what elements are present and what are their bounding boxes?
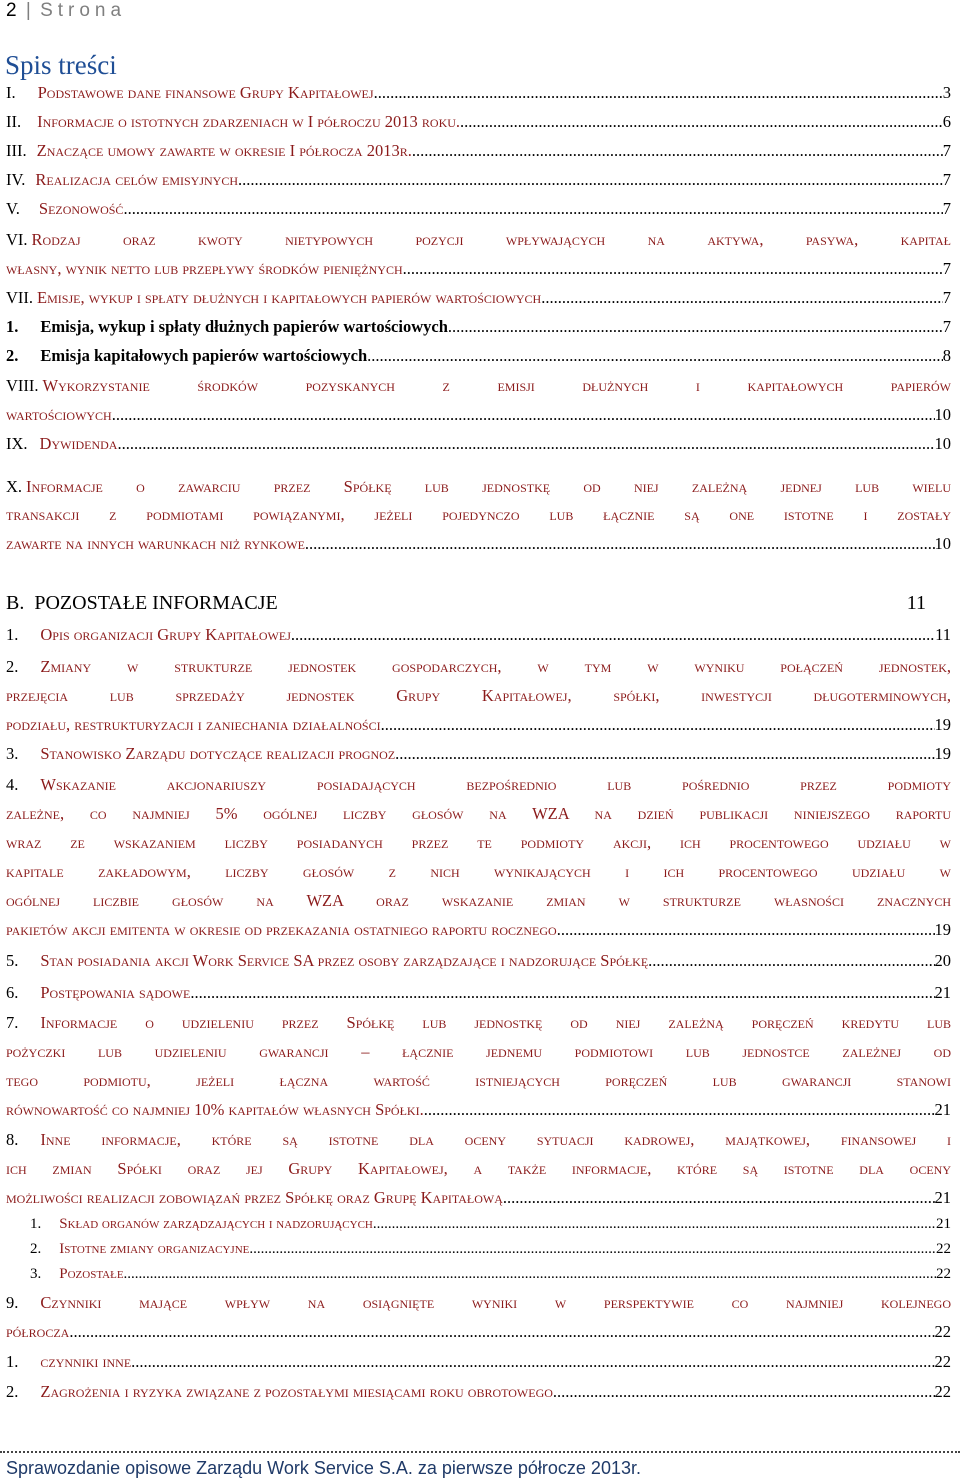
toc-title: Spis treści: [5, 50, 117, 80]
entry-title-line1: Zmiany w strukturze jednostek gospodarczych, w tym w wyniku połączeń jednostek,: [40, 657, 951, 676]
entry-title: Emisja, wykup i spłaty dłużnych papierów wartościowych: [40, 317, 448, 336]
entry-title-line2: własny, wynik netto lub przepływy środków pieniężnych: [6, 259, 403, 278]
entry-page: 10: [934, 405, 951, 424]
entry-title: Sezonowość: [38, 199, 124, 218]
page-footer: Sprawozdanie opisowe Zarządu Work Service S.A. za pierwsze półrocze 2013r.: [6, 1458, 641, 1478]
entry-title: Znaczące umowy zawarte w okresie I półrocza 2013r.: [36, 141, 412, 160]
toc-entry-iii[interactable]: [6, 136, 951, 165]
toc-entry-b7[interactable]: [6, 1008, 951, 1124]
section-b-title: POZOSTAŁE INFORMACJE: [34, 592, 278, 614]
entry-num: 1.: [6, 317, 19, 336]
entry-title-line1: Wykorzystanie środków pozyskanych z emisji dłużnych i kapitałowych papierów: [42, 376, 951, 395]
toc-entry-x[interactable]: [6, 472, 951, 558]
entry-num: VIII.: [6, 376, 39, 395]
entry-num: 2.: [6, 657, 19, 676]
entry-title-line2: transakcji z podmiotami powiązanymi, jeżeli pojedynczo lub łącznie są one istotne i zostały: [6, 505, 951, 524]
entry-title-line2: przejęcia lub sprzedaży jednostek Grupy Kapitałowej, spółki, inwestycji długoterminowych,: [6, 686, 951, 705]
toc-entry-ix[interactable]: [6, 429, 951, 458]
toc-entry-b3[interactable]: [6, 739, 951, 768]
page-number: 2: [6, 0, 17, 21]
entry-title-line2: półrocza: [6, 1322, 70, 1341]
entry-page: 21: [934, 1100, 951, 1119]
entry-num: III.: [6, 141, 27, 160]
header-word: Strona: [40, 0, 127, 21]
entry-title-line1: Wskazanie akcjonariuszy posiadających bezpośrednio lub pośrednio przez podmioty: [40, 775, 951, 794]
entry-title-line1: Rodzaj oraz kwoty nietypowych pozycji wpływających na aktywa, pasywa, kapitał: [31, 230, 951, 249]
page-header: [6, 0, 126, 22]
entry-title: Podstawowe dane finansowe Grupy Kapitałowej: [37, 83, 374, 102]
toc-entry-2[interactable]: [6, 341, 951, 370]
toc-entry-b2[interactable]: [6, 652, 951, 739]
entry-page: 10: [934, 434, 951, 453]
entry-page: 10: [934, 534, 951, 553]
entry-num: X.: [6, 477, 23, 496]
entry-title: Realizacja celów emisyjnych: [35, 170, 238, 189]
entry-num: VI.: [6, 230, 28, 249]
toc-entry-b1[interactable]: [6, 620, 951, 649]
entry-page: 7: [942, 199, 951, 218]
entry-page: 22: [936, 1241, 951, 1257]
toc-entry-vii[interactable]: [6, 283, 951, 312]
entry-title-line1: Inne informacje, które są istotne dla oceny sytuacji kadrowej, majątkowej, finansowej i: [40, 1130, 951, 1149]
toc-entry-b6[interactable]: [6, 978, 951, 1007]
entry-page: 6: [942, 112, 951, 131]
toc-entry-1[interactable]: [6, 312, 951, 341]
entry-title-line2: pożyczki lub udzieleniu gwarancji – łącznie jednemu podmiotowi lub jednostce zależnej od: [6, 1042, 951, 1061]
toc-subentry-3[interactable]: [30, 1260, 951, 1289]
entry-num: 2.: [6, 346, 19, 365]
section-b-page: 11: [906, 592, 926, 614]
entry-num: 6.: [6, 983, 19, 1002]
entry-title-line4: równowartość co najmniej 10% kapitałów własnych Spółki.: [6, 1100, 424, 1119]
toc-entry-b5[interactable]: [6, 946, 951, 975]
entry-title-line6: pakietów akcji emitenta w okresie od przekazania ostatniego raportu rocznego: [6, 920, 557, 939]
entry-page: 3: [942, 83, 951, 102]
entry-num: 5.: [6, 951, 19, 970]
entry-num: 1.: [30, 1216, 42, 1232]
entry-num: V.: [6, 199, 20, 218]
entry-page: 22: [934, 1382, 951, 1401]
entry-title: Stan posiadania akcji Work Service SA przez osoby zarządzające i nadzorujące Spółkę: [40, 951, 649, 970]
entry-num: VII.: [6, 288, 34, 307]
entry-page: 20: [934, 951, 951, 970]
section-b-label: B.: [6, 592, 25, 614]
entry-num: IV.: [6, 170, 26, 189]
entry-num: 3.: [6, 744, 19, 763]
entry-page: 21: [934, 1188, 951, 1207]
entry-page: 21: [934, 983, 951, 1002]
entry-title-line2: zależne, co najmniej 5% ogólnej liczby głosów na WZA na dzień publikacji niniejszego raportu: [6, 804, 951, 823]
toc-entry-i[interactable]: [6, 78, 951, 107]
entry-num: II.: [6, 112, 22, 131]
entry-num: 2.: [6, 1382, 19, 1401]
entry-num: 1.: [6, 625, 19, 644]
entry-title-line1: Czynniki mające wpływ na osiągnięte wyniki w perspektywie co najmniej kolejnego: [40, 1293, 951, 1312]
entry-title-line5: ogólnej liczbie głosów na WZA oraz wskazanie zmian w strukturze własności znacznych: [6, 891, 951, 910]
entry-num: 7.: [6, 1013, 19, 1032]
entry-num: IX.: [6, 434, 28, 453]
toc-entry-c1[interactable]: [6, 1347, 951, 1376]
entry-page: 7: [942, 170, 951, 189]
entry-title: Opis organizacji Grupy Kapitałowej: [40, 625, 291, 644]
entry-num: 9.: [6, 1293, 19, 1312]
entry-title: Istotne zmiany organizacyjne: [59, 1241, 250, 1257]
entry-num: I.: [6, 83, 16, 102]
entry-page: 19: [934, 744, 951, 763]
entry-page: 19: [934, 715, 951, 734]
toc-entry-iv[interactable]: [6, 165, 951, 194]
entry-title: czynniki inne: [40, 1352, 132, 1371]
entry-page: 22: [934, 1352, 951, 1371]
entry-title-line1: Informacje o udzieleniu przez Spółkę lub jednostkę od niej zależną poręczeń kredytu lub: [40, 1013, 951, 1032]
entry-page: 22: [934, 1322, 951, 1341]
toc-entry-viii[interactable]: [6, 371, 951, 429]
entry-title: Zagrożenia i ryzyka związane z pozostałymi miesiącami roku obrotowego: [40, 1382, 553, 1401]
entry-num: 3.: [30, 1266, 42, 1282]
entry-title-line4: kapitale zakładowym, liczby głosów z nich wynikających i ich procentowego udziału w: [6, 862, 951, 881]
entry-title-line2: ich zmian Spółki oraz jej Grupy Kapitałowej, a także informacje, które są istotne dla oceny: [6, 1159, 951, 1178]
entry-title-line3: możliwości realizacji zobowiązań przez Spółkę oraz Grupę Kapitałową: [6, 1188, 503, 1207]
toc-entry-v[interactable]: [6, 194, 951, 223]
entry-page: 7: [942, 141, 951, 160]
footer-divider: [0, 1451, 960, 1453]
toc-entry-c9[interactable]: [6, 1288, 951, 1346]
entry-title-line3: zawarte na innych warunkach niż rynkowe: [6, 534, 305, 553]
entry-num: 1.: [6, 1352, 19, 1371]
entry-title-line3: wraz ze wskazaniem liczby posiadanych przez te podmioty akcji, ich procentowego udziału w: [6, 833, 951, 852]
entry-num: 4.: [6, 775, 19, 794]
entry-title: Informacje o istotnych zdarzeniach w I półroczu 2013 roku.: [37, 112, 461, 131]
entry-title: Skład organów zarządzających i nadzorujących: [59, 1216, 373, 1232]
toc-entry-ii[interactable]: [6, 107, 951, 136]
entry-num: 2.: [30, 1241, 42, 1257]
entry-title-line1: Informacje o zawarciu przez Spółkę lub jednostkę od niej zależną jednej lub wielu: [26, 477, 951, 496]
entry-page: 21: [936, 1216, 951, 1232]
entry-title: Emisje, wykup i spłaty dłużnych i kapitałowych papierów wartościowych: [37, 288, 542, 307]
entry-page: 7: [942, 317, 951, 336]
entry-page: 19: [934, 920, 951, 939]
entry-num: 8.: [6, 1130, 19, 1149]
entry-title-line3: tego podmiotu, jeżeli łączna wartość istniejących poręczeń lub gwarancji stanowi: [6, 1071, 951, 1090]
entry-page: 22: [936, 1266, 951, 1282]
toc-entry-vi[interactable]: [6, 225, 951, 283]
entry-page: 11: [935, 625, 951, 644]
entry-page: 8: [942, 346, 951, 365]
toc-entry-b4[interactable]: [6, 770, 951, 944]
header-separator: |: [25, 0, 31, 21]
entry-title: Dywidenda: [39, 434, 118, 453]
entry-page: 7: [942, 259, 951, 278]
toc-entry-b8[interactable]: [6, 1125, 951, 1212]
entry-title-line2: wartościowych: [6, 405, 112, 424]
entry-title: Emisja kapitałowych papierów wartościowych: [40, 346, 368, 365]
entry-title: Stanowisko Zarządu dotyczące realizacji prognoz: [40, 744, 396, 763]
toc-entry-c2[interactable]: [6, 1377, 951, 1406]
entry-title: Postępowania sądowe: [40, 983, 191, 1002]
entry-title-line3: podziału, restrukturyzacji i zaniechania działalności: [6, 715, 381, 734]
section-b-heading[interactable]: [6, 592, 926, 615]
entry-title: Pozostałe: [59, 1266, 124, 1282]
entry-page: 7: [942, 288, 951, 307]
